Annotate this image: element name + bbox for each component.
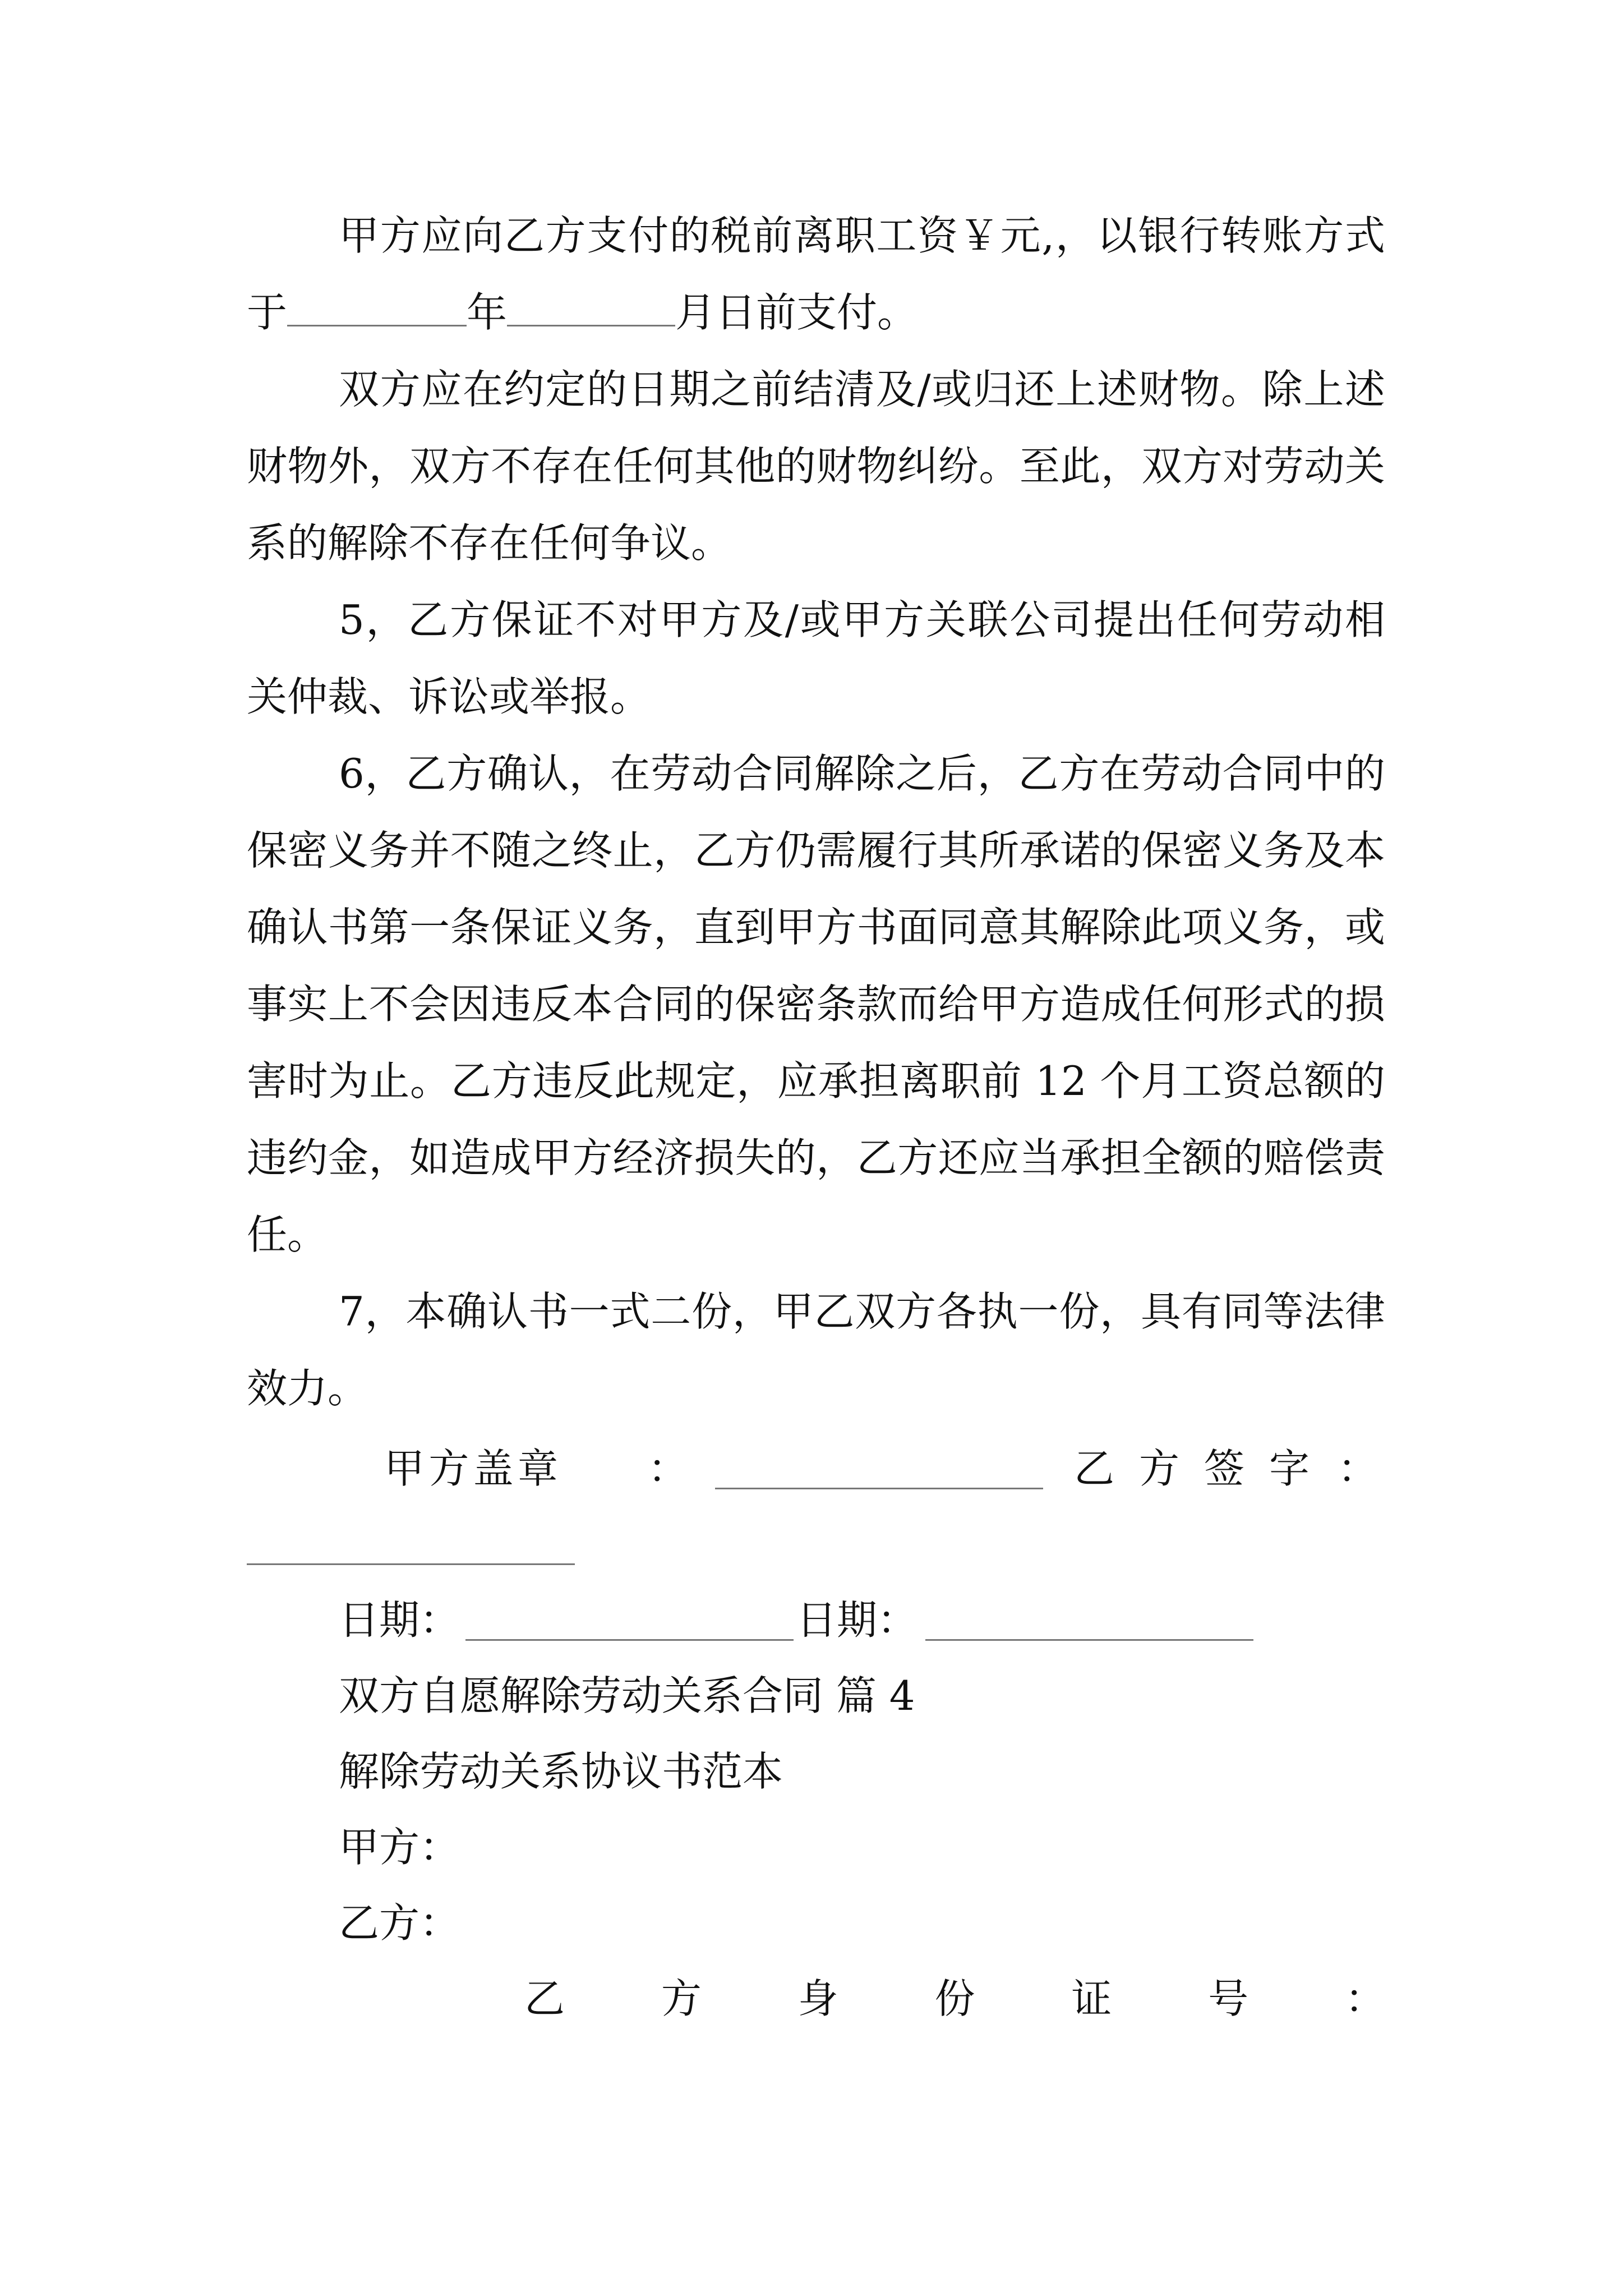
paragraph-clause-7: 7，本确认书一式二份，甲乙双方各执一份，具有同等法律效力。 [247, 1288, 1385, 1412]
party-b-sign-label: 乙 方 签 字 [1074, 1445, 1310, 1492]
party-a-seal-label: 甲 方 盖 章 [384, 1445, 558, 1492]
party-b-id-number-label: 乙 方 身 份 证 号 ： [524, 1975, 1385, 2022]
party-a-seal-blank[interactable] [715, 1488, 1043, 1489]
party-a-seal-colon: ： [648, 1445, 689, 1492]
payment-year-label: 年 [467, 289, 508, 336]
paragraph-clause-6: 6，乙方确认，在劳动合同解除之后，乙方在劳动合同中的保密义务并不随之终止，乙方仍需履行其所承诺的保密义务及本确认书第一条保证义务，直到甲方书面同意其解除此项义务，或事实上不会因违反本合同的保密条款而给甲方造成任何形式的损害时为止。乙方违反此规定，应承担离职前 12 个月工资总额的违约金，如造成甲方经济损失的，乙方还应当承担全额的赔偿责任。 [247, 750, 1385, 1258]
date-label-party-b: 日期： [796, 1596, 918, 1644]
body-text [247, 197, 1385, 1427]
payment-text: 甲方应向乙方支付的税前离职工资￥元,，以银行转账方式于 [247, 212, 1385, 336]
party-b-sign-colon: ： [1338, 1445, 1378, 1492]
payment-month-blank[interactable] [507, 291, 675, 326]
date-blank-party-b[interactable] [925, 1639, 1253, 1641]
party-b-sign-blank[interactable] [247, 1563, 575, 1565]
paragraph-settlement: 双方应在约定的日期之前结清及/或归还上述财物。除上述财物外，双方不存在任何其他的财物纠纷。至此，双方对劳动关系的解除不存在任何争议。 [247, 366, 1385, 567]
payment-date-text: 月日前支付。 [675, 289, 918, 336]
paragraph-payment [247, 197, 1385, 351]
agreement-subtitle: 解除劳动关系协议书范本 [339, 1748, 783, 1795]
party-b-label: 乙方： [339, 1899, 460, 1947]
paragraph-clause-5: 5，乙方保证不对甲方及/或甲方关联公司提出任何劳动相关仲裁、诉讼或举报。 [247, 596, 1385, 720]
date-label-party-a: 日期： [339, 1596, 460, 1644]
party-a-label: 甲方： [339, 1824, 460, 1871]
payment-year-blank[interactable] [287, 291, 467, 326]
section-heading: 双方自愿解除劳动关系合同 篇 4 [339, 1672, 915, 1719]
date-blank-party-a[interactable] [465, 1639, 794, 1641]
